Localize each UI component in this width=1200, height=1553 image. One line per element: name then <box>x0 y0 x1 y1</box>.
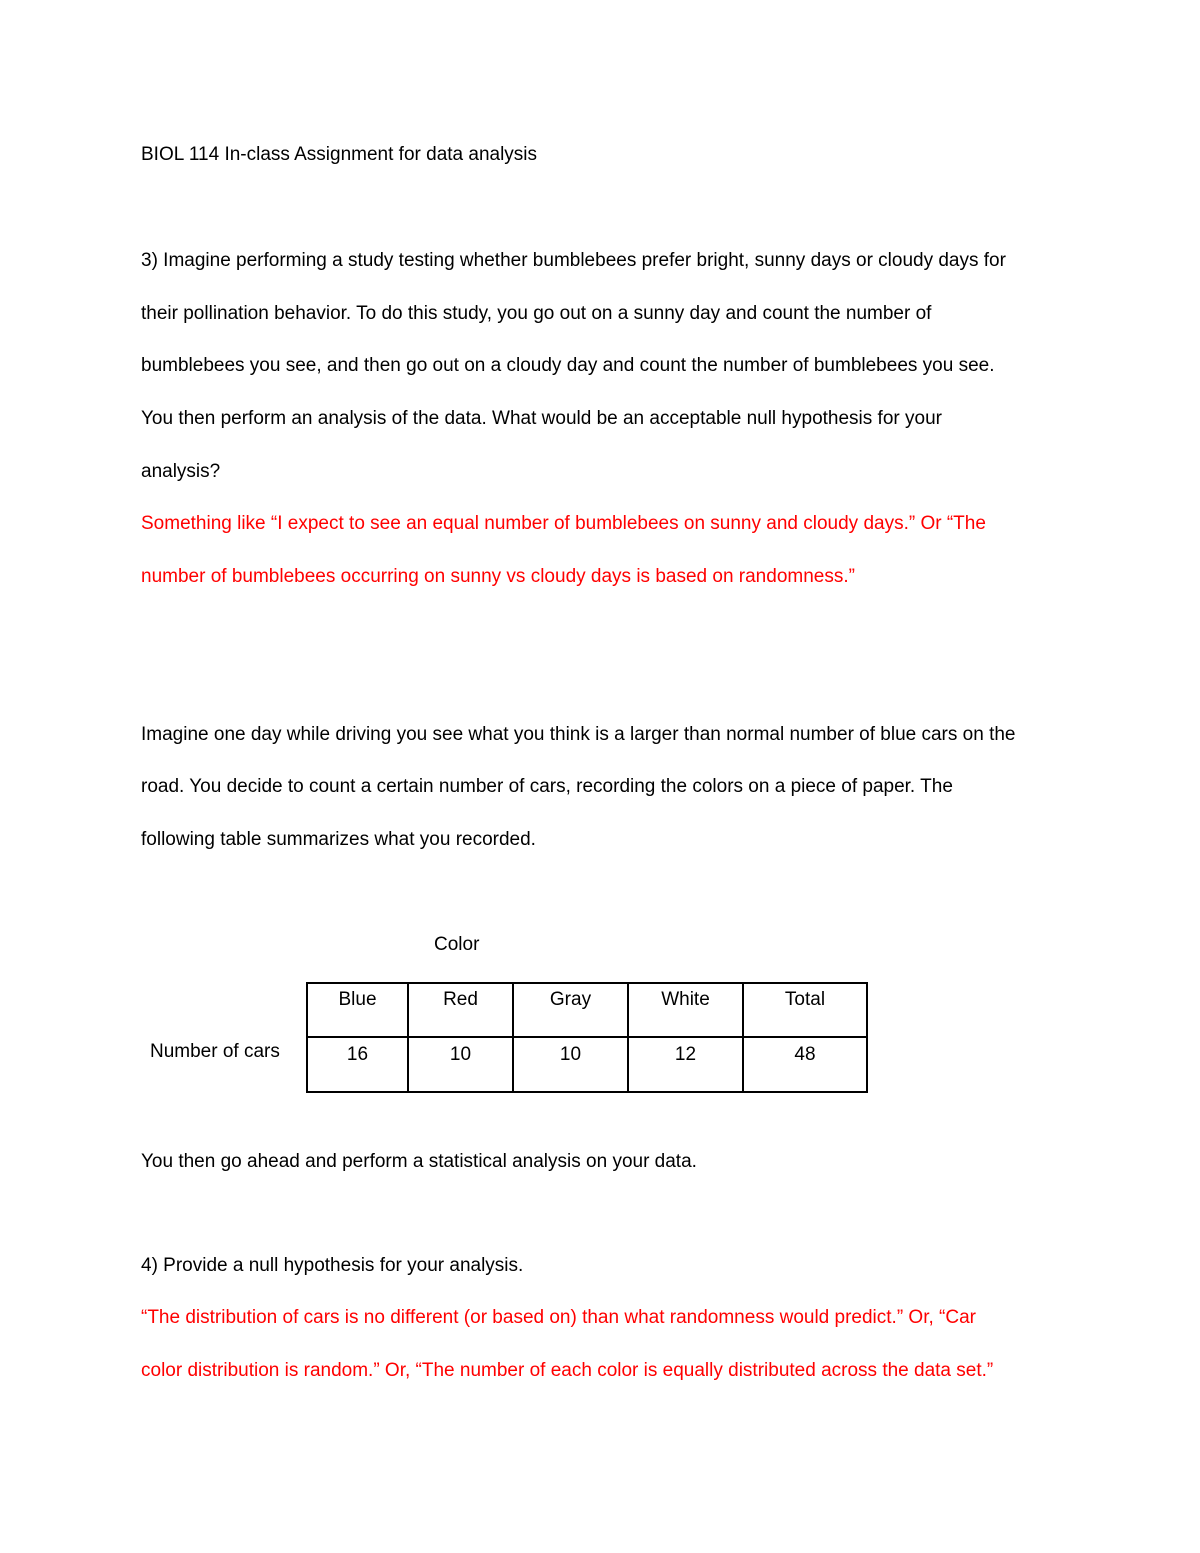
answer-line: Something like “I expect to see an equal number of bumblebees on sunny and cloudy days.” Or “The <box>141 513 986 534</box>
value-cell-gray: 10 <box>513 1037 628 1092</box>
scenario-line: following table summarizes what you recorded. <box>141 829 536 850</box>
table-row <box>307 1037 867 1092</box>
header-cell-gray: Gray <box>513 983 628 1037</box>
header-cell-blue: Blue <box>307 983 408 1037</box>
value-cell-red: 10 <box>408 1037 513 1092</box>
car-color-table <box>306 982 868 1093</box>
scenario-line: Imagine one day while driving you see what you think is a larger than normal number of blue cars on the <box>141 724 1016 745</box>
scenario-line: road. You decide to count a certain number of cars, recording the colors on a piece of paper. The <box>141 776 953 797</box>
value-cell-white: 12 <box>628 1037 743 1092</box>
question-3-line: analysis? <box>141 461 221 482</box>
question-3-line: You then perform an analysis of the data. What would be an acceptable null hypothesis for your <box>141 408 942 429</box>
header-cell-total: Total <box>743 983 867 1037</box>
table-row-label: Number of cars <box>150 1041 280 1062</box>
answer-line: “The distribution of cars is no different (or based on) than what randomness would predict.” Or, “Car <box>141 1307 976 1328</box>
table-header-row <box>307 983 867 1037</box>
answer-line: number of bumblebees occurring on sunny vs cloudy days is based on randomness.” <box>141 566 855 587</box>
question-3-line: their pollination behavior. To do this study, you go out on a sunny day and count the number of <box>141 303 932 324</box>
question-4: 4) Provide a null hypothesis for your analysis. <box>141 1255 524 1276</box>
header-cell-white: White <box>628 983 743 1037</box>
document-title: BIOL 114 In-class Assignment for data analysis <box>141 144 538 165</box>
header-cell-red: Red <box>408 983 513 1037</box>
answer-line: color distribution is random.” Or, “The number of each color is equally distributed across the data set.” <box>141 1360 994 1381</box>
question-3-line: bumblebees you see, and then go out on a cloudy day and count the number of bumblebees you see. <box>141 355 995 376</box>
after-table-text: You then go ahead and perform a statistical analysis on your data. <box>141 1151 697 1172</box>
value-cell-blue: 16 <box>307 1037 408 1092</box>
value-cell-total: 48 <box>743 1037 867 1092</box>
question-3-line: 3) Imagine performing a study testing whether bumblebees prefer bright, sunny days or cloudy days for <box>141 250 1006 271</box>
table-caption: Color <box>434 934 480 955</box>
